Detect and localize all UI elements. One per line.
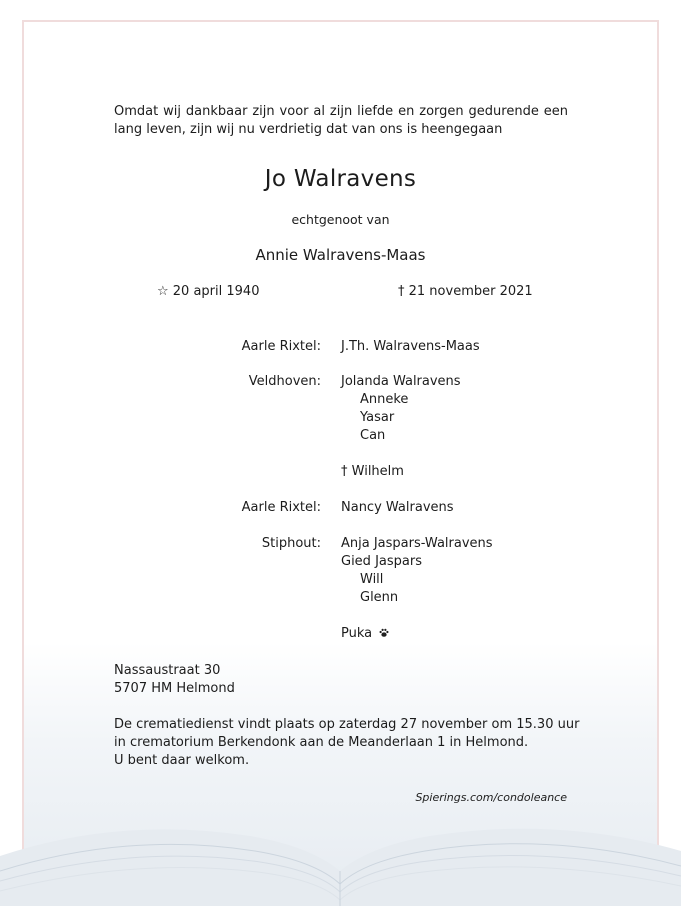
service-line: De crematiedienst vindt plaats op zaterdag 27 november om 15.30 uur [114,717,580,732]
condolence-website: Spierings.com/condoleance [415,791,567,804]
intro-text: Omdat wij dankbaar zijn voor al zijn liefde en zorgen gedurende een lang leven, zijn wij nu verdrietig dat van ons is heengegaan [114,104,568,137]
service-info [114,716,584,770]
family-place: Veldhoven: [248,374,321,389]
family-member: Nancy Walravens [341,500,454,515]
pet-entry [341,625,389,643]
spouse-name: Annie Walravens-Maas [255,246,426,264]
family-place: Stiphout: [261,536,321,551]
family-grandchild: Will [360,572,384,587]
family-grandchild: Yasar [360,410,395,425]
open-book-illustration [0,796,681,906]
pet-name: Puka [341,626,373,641]
family-member: Jolanda Walravens [341,374,461,389]
birth-date: ☆ 20 april 1940 [157,284,260,299]
deceased-name: Jo Walravens [264,166,417,192]
family-grandchild: Glenn [360,590,399,605]
family-member: J.Th. Walravens-Maas [341,339,480,354]
family-member: Anja Jaspars-Walravens [341,536,493,551]
death-date: † 21 november 2021 [398,284,533,299]
service-line: in crematorium Berkendonk aan de Meanderlaan 1 in Helmond. [114,735,529,750]
family-grandchild: Can [360,428,386,443]
address-street: Nassaustraat 30 [114,663,221,678]
family-place: Aarle Rixtel: [241,339,321,354]
paw-icon [379,628,389,638]
family-member: Gied Jaspars [341,554,422,569]
spouse-label: echtgenoot van [291,212,390,227]
address-city: 5707 HM Helmond [114,681,235,696]
family-member-deceased: † Wilhelm [341,464,404,479]
family-place: Aarle Rixtel: [241,500,321,515]
service-line: U bent daar welkom. [114,753,250,768]
family-grandchild: Anneke [360,392,409,407]
